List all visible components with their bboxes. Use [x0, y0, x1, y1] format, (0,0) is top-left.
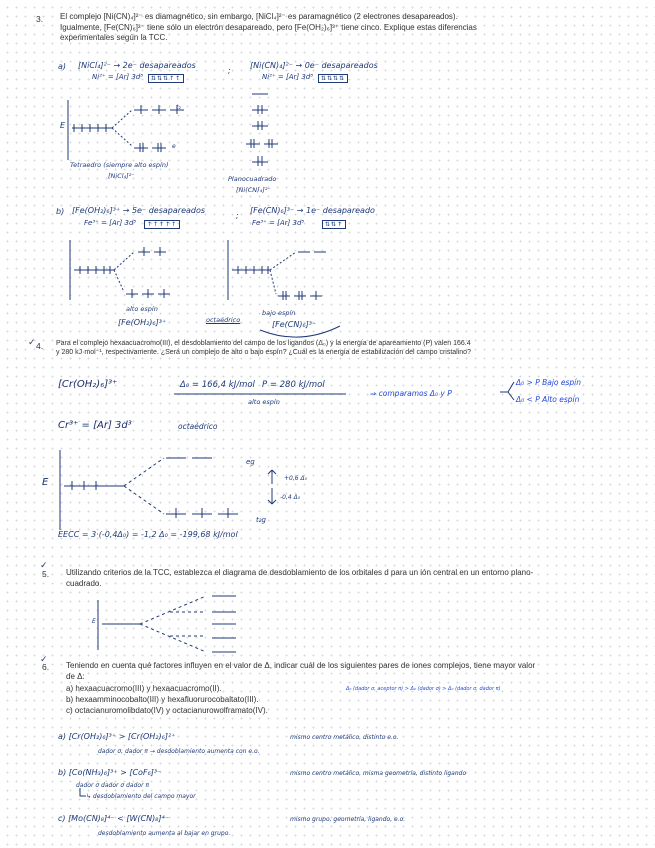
q3a-right-config: Ni²⁺ = [Ar] 3d⁸: [262, 73, 314, 81]
q6-side-note: Δ₀ (dador σ, aceptor π) > Δ₀ (dador σ) > Δ₀ (dador σ, dador π): [346, 686, 501, 692]
q4-delta: Δ₀ = 166,4 kJ/mol: [180, 380, 255, 390]
q3b-right-caption: [Fe(CN)₆]³⁻: [272, 320, 317, 329]
q3b-right-config: Fe³⁺ = [Ar] 3d⁵: [252, 219, 305, 227]
q3b-left-formula: [Fe(OH₂)₆]³⁺ → 5e⁻ desapareados: [72, 206, 206, 215]
q6-item-a: a) hexaacuacromo(III) y hexaacuacromo(II).: [66, 684, 222, 693]
q5-text: Utilizando criterios de la TCC, establezca el diagrama de desdoblamiento de los orbitales d para un ión central en un entorno plano-cuadrado.: [66, 568, 534, 588]
q4-compare: ⇒ comparamos Δ₀ y P: [370, 389, 452, 398]
q3a-right-formula: [Ni(CN)₄]²⁻ → 0e⁻ desapareados: [250, 61, 378, 70]
q4-formula: [Cr(OH₂)₆]³⁺: [58, 379, 118, 390]
q3a-left-boxes: ⇅⇅⇅↑↑: [148, 74, 184, 83]
q3-number: 3.: [36, 14, 44, 24]
tetra-caption: Tetraedro (siempre alto espín): [70, 161, 169, 169]
planar-caption: Planocuadrado: [228, 175, 277, 183]
q3a-label: a): [58, 62, 67, 71]
q3b-alto-espin: alto espín: [126, 305, 158, 313]
octahedral-low-spin-diagram: [228, 240, 340, 337]
q4-t2g-label: t₂g: [256, 516, 266, 524]
q4-eecc: EECC = 3·(-0,4Δ₀) = -1,2 Δ₀ = -199,68 kJ/mol: [58, 530, 238, 539]
q5-check-mark: ✓: [40, 560, 48, 570]
q4-check-mark: ✓: [28, 337, 36, 347]
q6-answer-b-line2: dador σ dador σ dador π: [76, 782, 150, 789]
square-planar-diagram: [246, 94, 278, 166]
q4-number: 4.: [36, 341, 44, 351]
q4-rule-alto: Δ₀ < P Alto espín: [516, 395, 580, 404]
q6-answer-c-note: mismo grupo, geometría, ligando, e.o.: [290, 816, 406, 823]
q4-text: Para el complejo hexaacuacromo(III), el desdoblamiento del campo de los ligandos (Δ₀) y la energía de apareamiento (P) valen 166.4 y 280 kJ·mol⁻¹, respectivamente. ¿Será un complejo de alto o bajo espín? ¿Cuál es la energía de estabilización del campo cristalino?: [56, 340, 471, 356]
q3b-octaedrico: octaédrico: [206, 316, 241, 324]
q3b-separator: ;: [236, 211, 239, 220]
q4-octahedral-diagram: [60, 450, 276, 530]
q6-number: 6.: [42, 662, 50, 672]
q6-answer-a-line2: dador σ, dador π → desdoblamiento aumenta con e.o.: [98, 748, 260, 755]
q3a-t2-label: t₂: [176, 104, 181, 111]
q3a-left-formula: [NiCl₄]²⁻ → 2e⁻ desapareados: [78, 61, 196, 70]
q3a-e-level-label: e: [172, 143, 176, 150]
q5-e-axis-label: E: [92, 618, 96, 625]
q6-text: Teniendo en cuenta qué factores influyen en el valor de Δ, indicar cuál de los siguientes pares de iones complejos, tiene mayor valor de Δ:: [66, 661, 536, 681]
q6-check-mark: ✓: [40, 654, 48, 664]
q6-item-b: b) hexaamminocobalto(III) y hexafluorurocobaltato(III).: [66, 695, 259, 704]
q5-number: 5.: [42, 569, 50, 579]
q6-answer-b: b) [Co(NH₃)₆]³⁺ > [CoF₆]³⁻: [58, 768, 162, 777]
q3a-left-config: Ni²⁺ = [Ar] 3d⁸: [92, 73, 144, 81]
q6-item-c: c) octacianuromolibdato(IV) y octacianurowolframato(IV).: [66, 706, 268, 715]
q3b-right-formula: [Fe(CN)₆]³⁻ → 1e⁻ desapareado: [250, 206, 375, 215]
q5-square-planar-diagram: [98, 596, 236, 652]
q6-answer-b-line3: ↳ desdoblamiento del campo mayor: [86, 793, 196, 800]
q4-minus-04: -0,4 Δ₀: [280, 494, 301, 501]
q3a-separator: ;: [228, 66, 231, 75]
planar-formula: [Ni(CN)₄]²⁻: [236, 186, 271, 194]
tetra-formula: [NiCl₄]²⁻: [108, 172, 135, 180]
q3b-right-boxes: ⇅⇅↑: [322, 220, 346, 229]
q4-rule-bajo: Δ₀ > P Bajo espín: [516, 378, 582, 387]
q3-text: El complejo [Ni(CN)₄]²⁻ es diamagnético, sin embargo, [NiCl₄]²⁻ es paramagnético (2 electrones desapareados). Igualmente, [Fe(CN)₆]³⁻ tiene sólo un electrón desapareado, pero [Fe(OH₂)₆]³⁺ tiene cinco. Explique estas diferencias experimentales según la TCC.: [60, 12, 477, 42]
q4-eg-label: eg: [246, 458, 255, 466]
tetrahedral-splitting-diagram: [68, 100, 184, 160]
q3b-bajo-espin: bajo espín: [262, 309, 296, 317]
q6-answer-c: c) [Mo(CN)₈]⁴⁻ < [W(CN)₈]⁴⁻: [58, 814, 169, 823]
q3b-left-caption: [Fe(OH₂)₆]³⁺: [118, 318, 167, 327]
q6-answer-a: a) [Cr(OH₂)₆]³⁺ > [Cr(OH₂)₆]²⁺: [58, 732, 176, 741]
q6-answer-a-note: mismo centro metálico, distinto e.o.: [290, 734, 399, 741]
q4-config: Cr³⁺ = [Ar] 3d³: [58, 420, 132, 431]
q4-geometry: octaédrico: [178, 422, 218, 431]
q3b-label: b): [56, 207, 65, 216]
q3a-right-boxes: ⇅⇅⇅⇅: [318, 74, 348, 83]
q4-pairing-energy: P = 280 kJ/mol: [262, 380, 325, 390]
q6-answer-c-line2: desdoblamiento aumenta al bajar en grupo.: [98, 830, 231, 837]
q4-plus-06: +0,6 Δ₀: [284, 475, 307, 482]
q3b-left-boxes: ↑↑↑↑↑: [144, 220, 180, 229]
q3a-e-axis-label: E: [60, 121, 66, 130]
octahedral-high-spin-diagram: [70, 240, 170, 300]
q4-e-axis-label: E: [42, 477, 49, 488]
q4-alto-espin: alto espín: [248, 398, 280, 406]
q6-answer-b-note: mismo centro metálico, misma geometría, distinto ligando: [290, 770, 467, 777]
q3b-left-config: Fe³⁺ = [Ar] 3d⁵: [84, 219, 137, 227]
